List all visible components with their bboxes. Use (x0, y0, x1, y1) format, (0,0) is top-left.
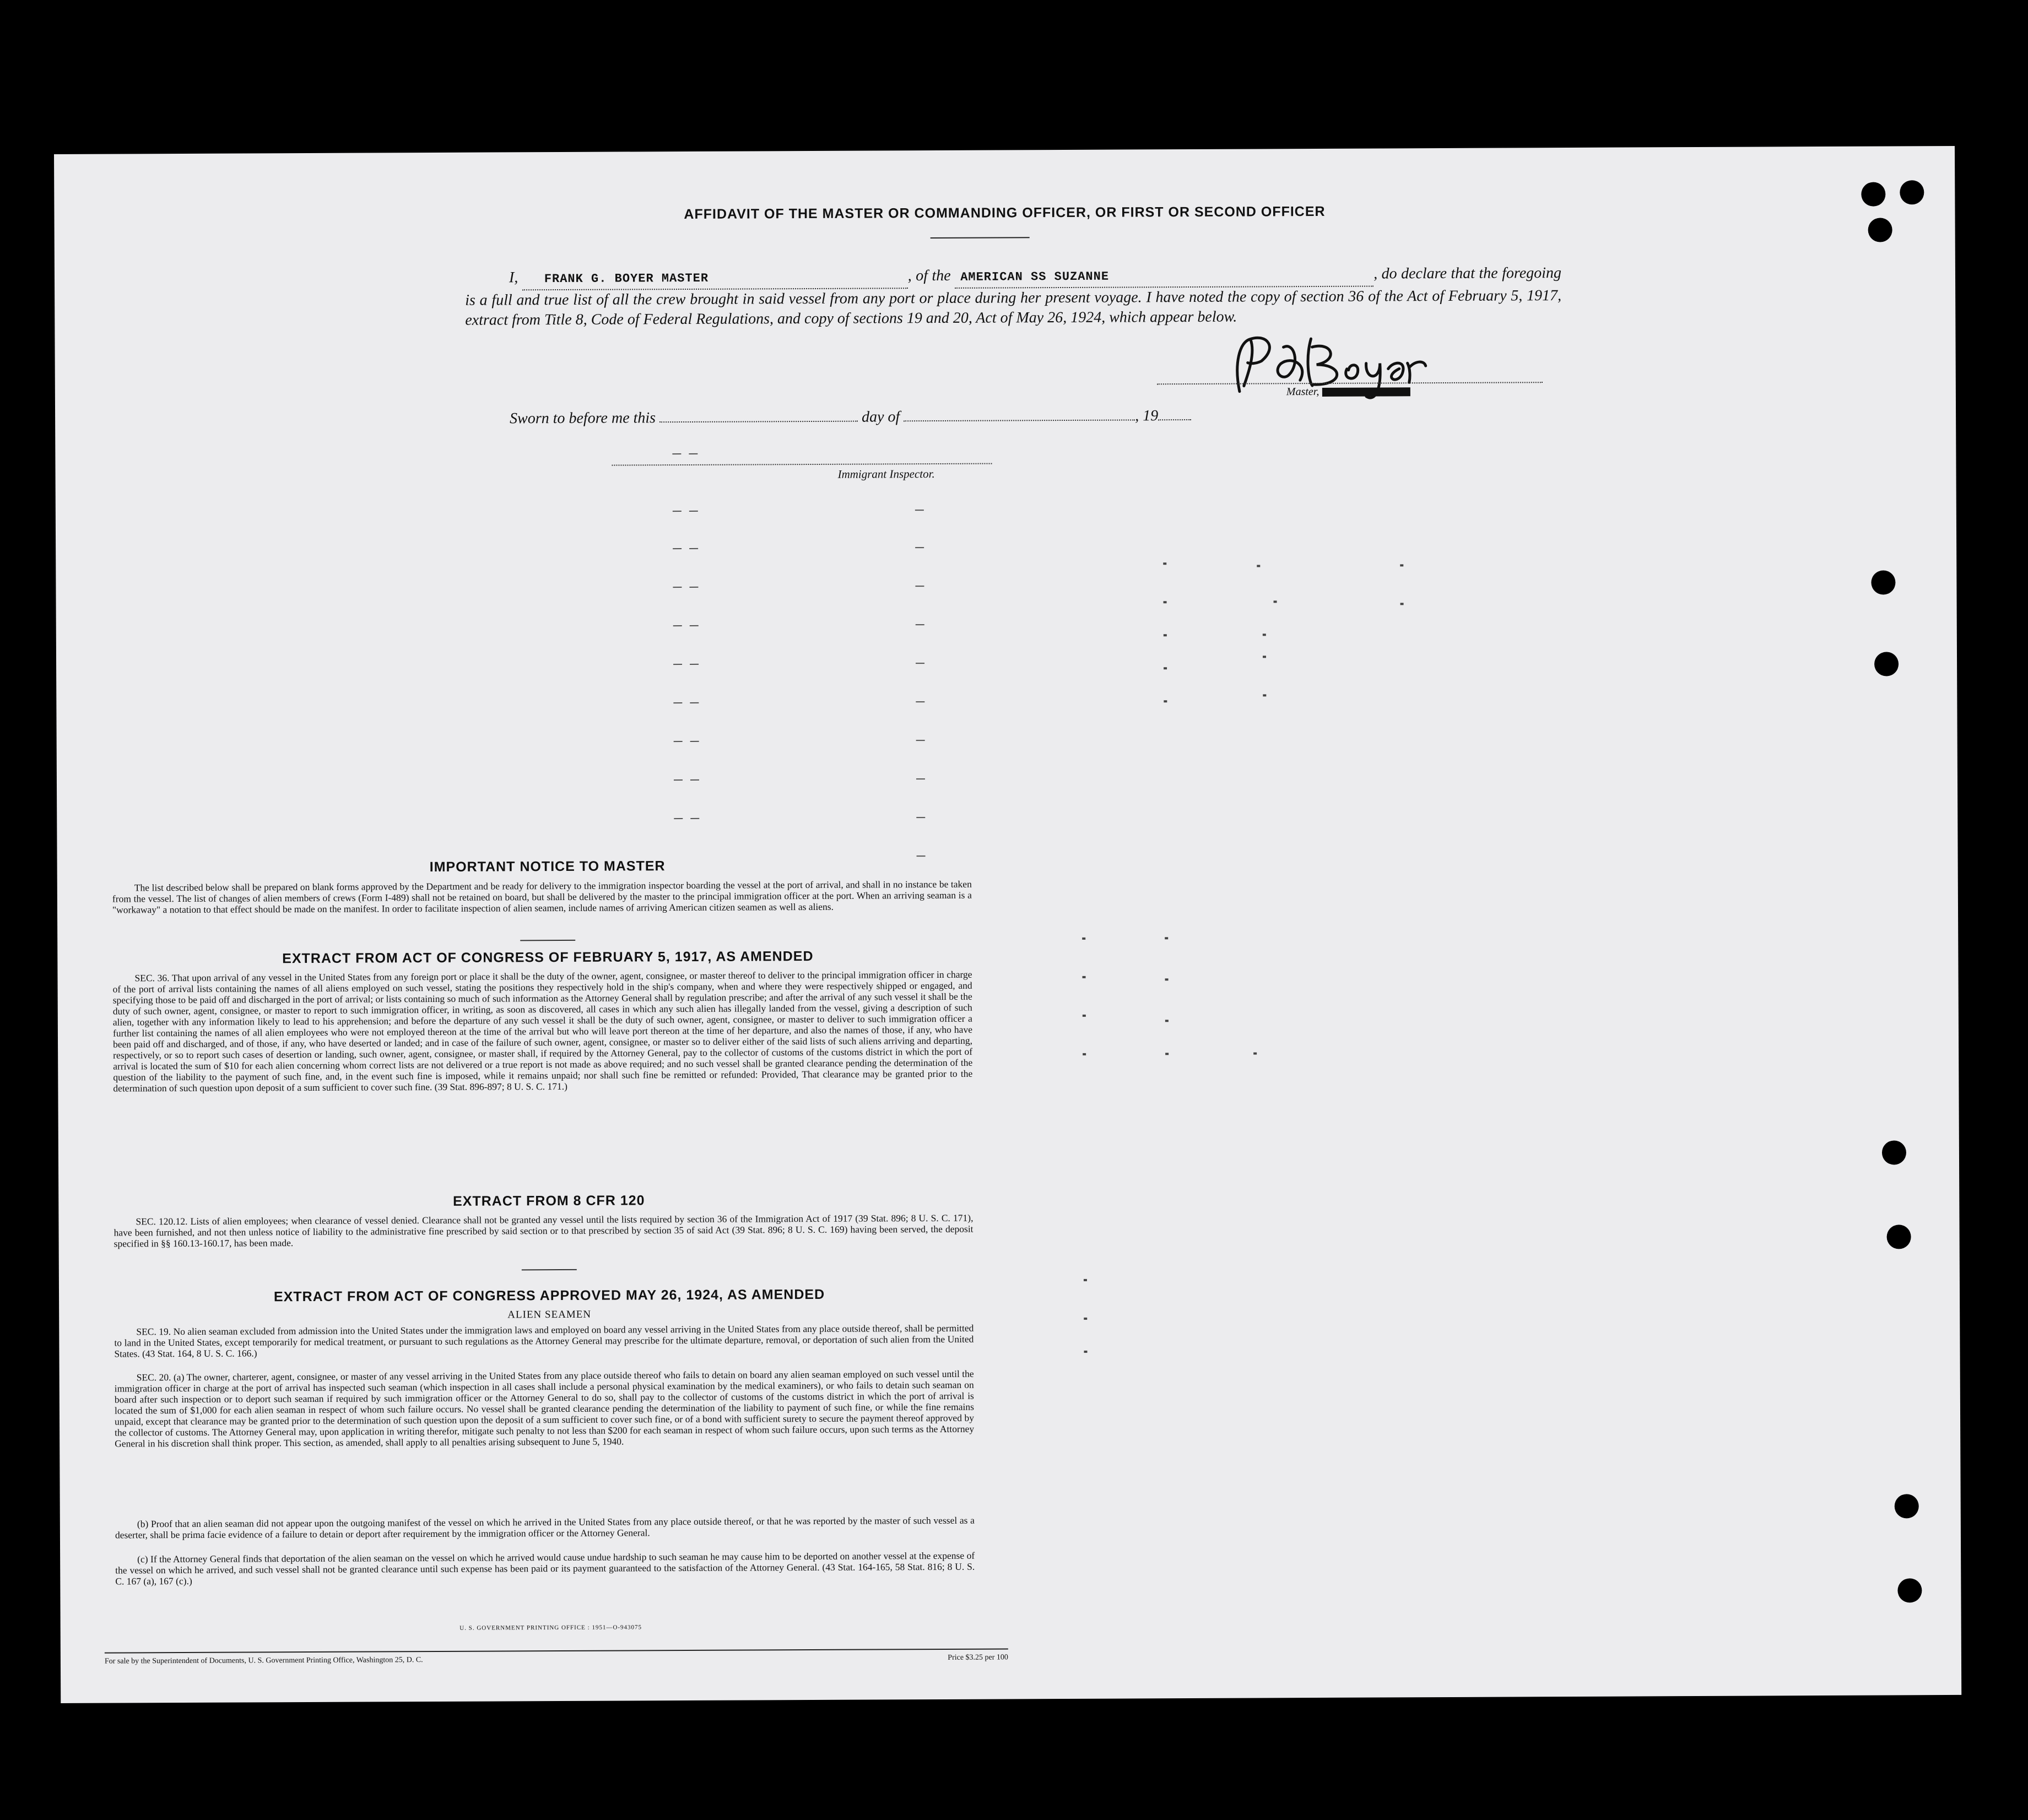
extract-cfr-text: SEC. 120.12. Lists of alien employees; when clearance of vessel denied. Clearance shall not be granted any vessel until the lists required by section 36 of the Immigration Act of 1917 (39 Stat. 896; 8 U. S. C. 171), have been furnished, and not then unless notice of liability to the administrative fine prescribed by said section or to that prescribed by section 35 of said Act (39 Stat. 896; 8 U. S. C. 169) having been served, the deposit specified in §§ 160.13-160.17, has been made. (113, 1212, 974, 1249)
punch-hole (1868, 218, 1892, 242)
redaction-bar (1322, 388, 1410, 397)
sworn-month-field[interactable] (904, 419, 1135, 421)
section-rule (522, 1269, 577, 1270)
form-page (54, 146, 1961, 1703)
master-caption: Master, (1286, 385, 1411, 398)
sec19-text: SEC. 19. No alien seaman excluded from admission into the United States under the immigration laws and employed on board any vessel arriving in the United States from any place outside thereof, shall be permitted to land in the United States, except temporarily for medical treatment, or pursuant to such regulations as the Attorney General may prescribe for the ultimate departure, removal, or deportation of such alien from the United States. (43 Stat. 164, 8 U. S. C. 166.) (114, 1322, 974, 1359)
inspector-signature-line (612, 463, 992, 466)
title-rule (931, 237, 1030, 239)
extract-cfr-heading: EXTRACT FROM 8 CFR 120 (453, 1193, 645, 1209)
extract-1917-heading: EXTRACT FROM ACT OF CONGRESS OF FEBRUARY 5, 1917, AS AMENDED (282, 948, 814, 967)
day-of-label: day of (861, 408, 900, 426)
sworn-line (510, 407, 1191, 427)
punch-hole (1887, 1225, 1911, 1249)
notice-heading: IMPORTANT NOTICE TO MASTER (429, 858, 666, 875)
sec20a-text: SEC. 20. (a) The owner, charterer, agent, consignee, or master of any vessel arriving in the United States from any place outside thereof who fails to detain on board any alien seaman employed on such vessel until the immigration officer in charge at the port of arrival has inspected such seaman (which inspection in all cases shall include a personal physical examination by the medical examiners), or who fails to detain such seaman on board after such inspection or to deport such seaman if required by such immigration officer or the Attorney General to do so, shall pay to the collector of customs of the customs district in which the port of arrival is located the sum of $1,000 for each alien seaman in respect of whom such failure occurs. No vessel shall be granted clearance pending the determination of the liability to payment of such fine, or while the fine remains unpaid, except that clearance may be granted prior to the determination of such question upon the deposit of a sum sufficient to cover such fine, or of a bond with sufficient surety to secure the payment thereof approved by the collector of customs. The Attorney General may, upon application in writing therefor, mitigate such penalty to not less than $200 for each seaman in respect of whom such failure occurs, upon such terms as the Attorney General in his discretion shall think proper. This section, as amended, shall apply to all penalties arising subsequent to June 5, 1940. (114, 1368, 975, 1449)
section-rule (520, 940, 575, 941)
declaration-text: that the foregoing is a full and true list of all the crew brought in said vessel from any port or place during her present voyage. I have noted the copy of section 36 of the Act of February 5, 1917, extract from Title 8, Code of Federal Regulations, and copy of sections 19 and 20, Act of May 26, 1924, which appear below. (465, 264, 1562, 329)
punch-hole (1871, 570, 1895, 594)
i-label: I, (509, 269, 518, 286)
gpo-imprint: U. S. GOVERNMENT PRINTING OFFICE : 1951—O-943075 (459, 1624, 642, 1632)
vessel-value: AMERICAN SS SUZANNE (960, 269, 1110, 284)
extract-1924-heading: EXTRACT FROM ACT OF CONGRESS APPROVED MAY 26, 1924, AS AMENDED (273, 1286, 825, 1305)
sec20b-text: (b) Proof that an alien seaman did not appear upon the outgoing manifest of the vessel on which he arrived in the United States from any place outside thereof, or that he was reported by the master of such vessel as a deserter, shall be prima facie evidence of a failure to detain or deport after requirement by the immigration officer or the Attorney General. (115, 1514, 975, 1541)
name-rank-field[interactable] (522, 266, 908, 290)
sworn-day-field[interactable] (659, 421, 858, 423)
name-rank-value: FRANK G. BOYER MASTER (544, 271, 709, 286)
punch-hole (1882, 1140, 1906, 1164)
affidavit-title: AFFIDAVIT OF THE MASTER OR COMMANDING OFFICER, OR FIRST OR SECOND OFFICER (684, 203, 1326, 223)
footer-price: Price $3.25 per 100 (948, 1653, 1008, 1662)
footer-sale-text: For sale by the Superintendent of Documents, U. S. Government Printing Office, Washington 25, D. C. (104, 1656, 423, 1666)
inspector-caption: Immigrant Inspector. (837, 467, 935, 481)
vessel-field[interactable] (955, 264, 1373, 289)
alien-seamen-subheading: ALIEN SEAMEN (507, 1308, 592, 1321)
extract-1917-text: SEC. 36. That upon arrival of any vessel in the United States from any foreign port or place it shall be the duty of the owner, agent, consignee, or master thereof to deliver to the principal immigration officer in charge of the port of arrival lists containing the names of all aliens employed on such vessel, stating the positions they respectively hold in the ship's company, when and where they were respectively shipped or engaged, and specifying those to be paid off and discharged in the port of arrival; or lists containing so much of such information as the Attorney General shall by regulation prescribe; and after the arrival of any such vessel it shall be the duty of such owner, agent, consignee, or master to report to such immigration officer, in writing, as soon as discovered, all cases in which any such alien has illegally landed from the vessel, giving a description of such alien, together with any information likely to lead to his apprehension; and before the departure of any such vessel it shall be the duty of such owner, agent, consignee, or master to deliver to such immigration officer a further list containing the names of all alien employees who were not employed thereon at the time of the arrival but who will leave port thereon at the time of her departure, and also the names of those, if any, who have been paid off and discharged, and of those, if any, who have deserted or landed; and in case of the failure of such owner, agent, consignee, or master so to deliver either of the said lists of such aliens arriving and departing, respectively, or so to report such cases of desertion or landing, such owner, agent, consignee, or master shall, if required by the Attorney General, pay to the collector of customs of the customs district in which the port of arrival is located the sum of $10 for each alien concerning whom correct lists are not delivered or a true report is not made as above required; and no such vessel shall be granted clearance pending the determination of the question of the liability to the payment of such fine, and, in the event such fine is imposed, while it remains unpaid; nor shall such fine be remitted or refunded: Provided, That clearance may be granted prior to the determination of such question upon deposit of a sum sufficient to cover such fine. (39 Stat. 896-897; 8 U. S. C. 171.) (112, 968, 973, 1094)
footer (105, 1653, 1008, 1666)
sec20c-text: (c) If the Attorney General finds that deportation of the alien seaman on the vessel on which he arrived would cause undue hardship to such seaman he may cause him to be deported on another vessel at the expense of the vessel on which he arrived, and such vessel shall not be granted clearance until such expense has been paid or its payment guaranteed to the satisfaction of the Attorney General. (43 Stat. 164-165, 58 Stat. 816; 8 U. S. C. 167 (a), 167 (c).) (115, 1550, 975, 1587)
sworn-label: Sworn to before me this (510, 409, 656, 427)
of-the-label: , of the (907, 267, 951, 285)
affidavit-declaration (465, 263, 1561, 331)
punch-hole (1895, 1494, 1919, 1518)
year-label: , 19 (1135, 407, 1159, 425)
do-declare-label: , do declare (1373, 264, 1447, 283)
footer-rule (105, 1648, 1008, 1653)
punch-hole (1897, 1578, 1922, 1602)
notice-text: The list described below shall be prepared on blank forms approved by the Department and be ready for delivery to the immigration inspector boarding the vessel at the port of arrival, and shall in no instance be taken from the vessel. The list of changes of alien members of crews (Form I-489) shall not be retained on board, but shall be delivered by the master to the principal immigration officer at the port. When an arriving seaman is a "workaway" a notation to that effect should be made on the manifest. In order to facilitate inspection of alien seamen, include names of arriving American citizen seamen as well as aliens. (112, 878, 972, 916)
punch-hole (1874, 652, 1899, 676)
sworn-year-field[interactable] (1158, 419, 1191, 420)
